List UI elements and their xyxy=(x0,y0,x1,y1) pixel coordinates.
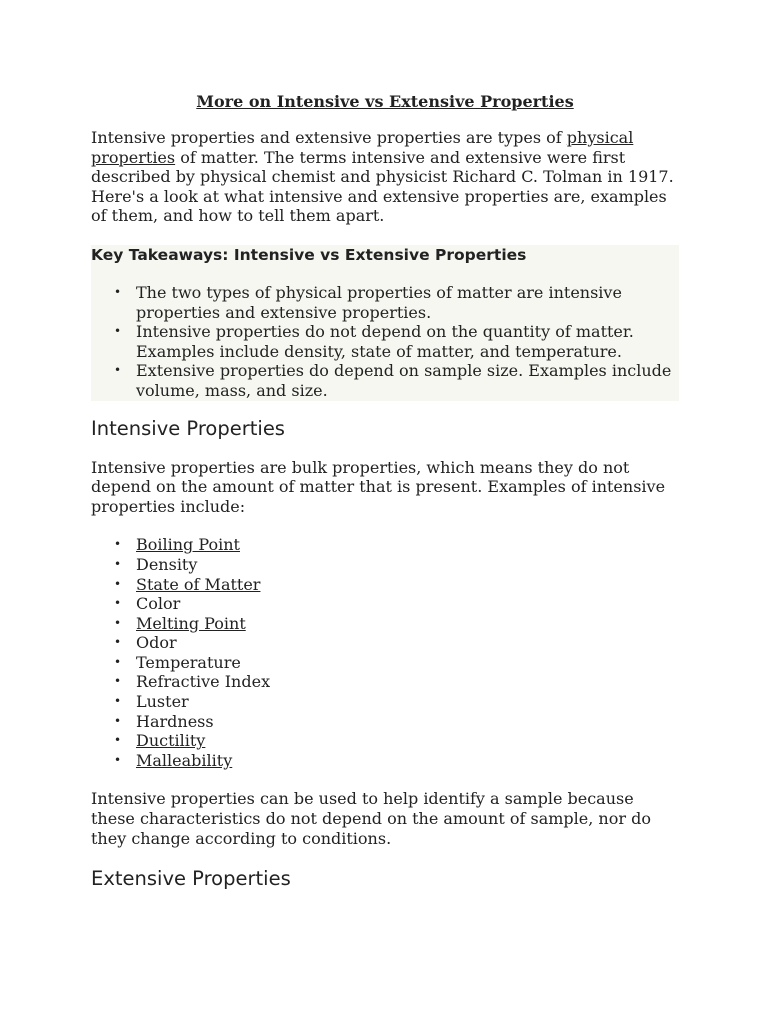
takeaway-item xyxy=(114,282,679,322)
list-item xyxy=(114,672,679,692)
takeaway-item xyxy=(114,322,679,361)
list-item xyxy=(114,613,679,634)
bullet-icon: • xyxy=(114,576,122,591)
list-item xyxy=(114,554,679,575)
property-link[interactable]: Malleability xyxy=(136,750,233,770)
property-label: Temperature xyxy=(136,652,241,672)
property-link[interactable]: Ductility xyxy=(136,731,206,751)
bullet-icon: • xyxy=(114,615,122,630)
key-takeaways-heading: Key Takeaways: Intensive vs Extensive Properties xyxy=(91,245,679,265)
takeaway-text: The two types of physical properties of matter are intensive properties and extensive properties. xyxy=(136,282,622,322)
list-item xyxy=(114,633,679,653)
bullet-icon: • xyxy=(114,752,122,767)
property-link[interactable]: Melting Point xyxy=(136,613,246,633)
property-label: Density xyxy=(136,554,198,574)
list-item xyxy=(114,750,679,771)
key-takeaways-list xyxy=(113,283,679,401)
property-label: Hardness xyxy=(136,711,214,731)
intro-paragraph xyxy=(91,128,679,226)
bullet-icon: • xyxy=(114,654,122,669)
bullet-icon: • xyxy=(114,694,122,709)
takeaway-text: Extensive properties do depend on sample size. Examples include volume, mass, and size. xyxy=(136,361,672,400)
property-label: Luster xyxy=(136,692,189,712)
list-item xyxy=(114,652,679,673)
property-link[interactable]: State of Matter xyxy=(136,574,261,594)
intensive-properties-list xyxy=(91,535,679,770)
document-page xyxy=(91,92,679,908)
list-item xyxy=(114,692,679,712)
bullet-icon: • xyxy=(114,284,122,299)
list-item xyxy=(114,731,679,751)
intensive-properties-heading: Intensive Properties xyxy=(91,416,285,440)
intro-text-1: Intensive properties and extensive properties are types of xyxy=(91,128,567,147)
bullet-icon: • xyxy=(114,363,122,378)
list-item xyxy=(114,574,679,595)
bullet-icon: • xyxy=(114,674,122,689)
property-label: Refractive Index xyxy=(136,672,271,692)
physical-properties-link[interactable]: physical properties xyxy=(91,128,634,167)
takeaway-text: Intensive properties do not depend on the quantity of matter. Examples include density, state of matter, and temperature. xyxy=(136,322,634,361)
bullet-icon: • xyxy=(114,537,122,552)
bullet-icon: • xyxy=(114,733,122,748)
list-item xyxy=(114,594,679,614)
bullet-icon: • xyxy=(114,713,122,728)
intensive-closing-paragraph: Intensive properties can be used to help identify a sample because these characteristics do not depend on the amount of sample, nor do they change according to conditions. xyxy=(91,789,651,848)
property-link[interactable]: Boiling Point xyxy=(136,535,240,555)
page-title: More on Intensive vs Extensive Properties xyxy=(196,92,574,111)
takeaway-item xyxy=(114,361,679,400)
bullet-icon: • xyxy=(114,596,122,611)
intro-text-2: of matter. The terms intensive and extensive were first described by physical chemist and physicist Richard C. Tolman in 1917. Here's a look at what intensive and extensive properties are, examples of them, and how to tell them apart. xyxy=(91,147,674,226)
property-label: Color xyxy=(136,594,181,614)
bullet-icon: • xyxy=(114,635,122,650)
list-item xyxy=(114,535,679,555)
property-label: Odor xyxy=(136,633,177,653)
extensive-properties-heading: Extensive Properties xyxy=(91,867,291,891)
bullet-icon: • xyxy=(114,556,122,571)
list-item xyxy=(114,711,679,732)
bullet-icon: • xyxy=(114,324,122,339)
intensive-description: Intensive properties are bulk properties, which means they do not depend on the amount of matter that is present. Examples of intensive properties include: xyxy=(91,457,666,516)
key-takeaways-box xyxy=(91,245,679,401)
